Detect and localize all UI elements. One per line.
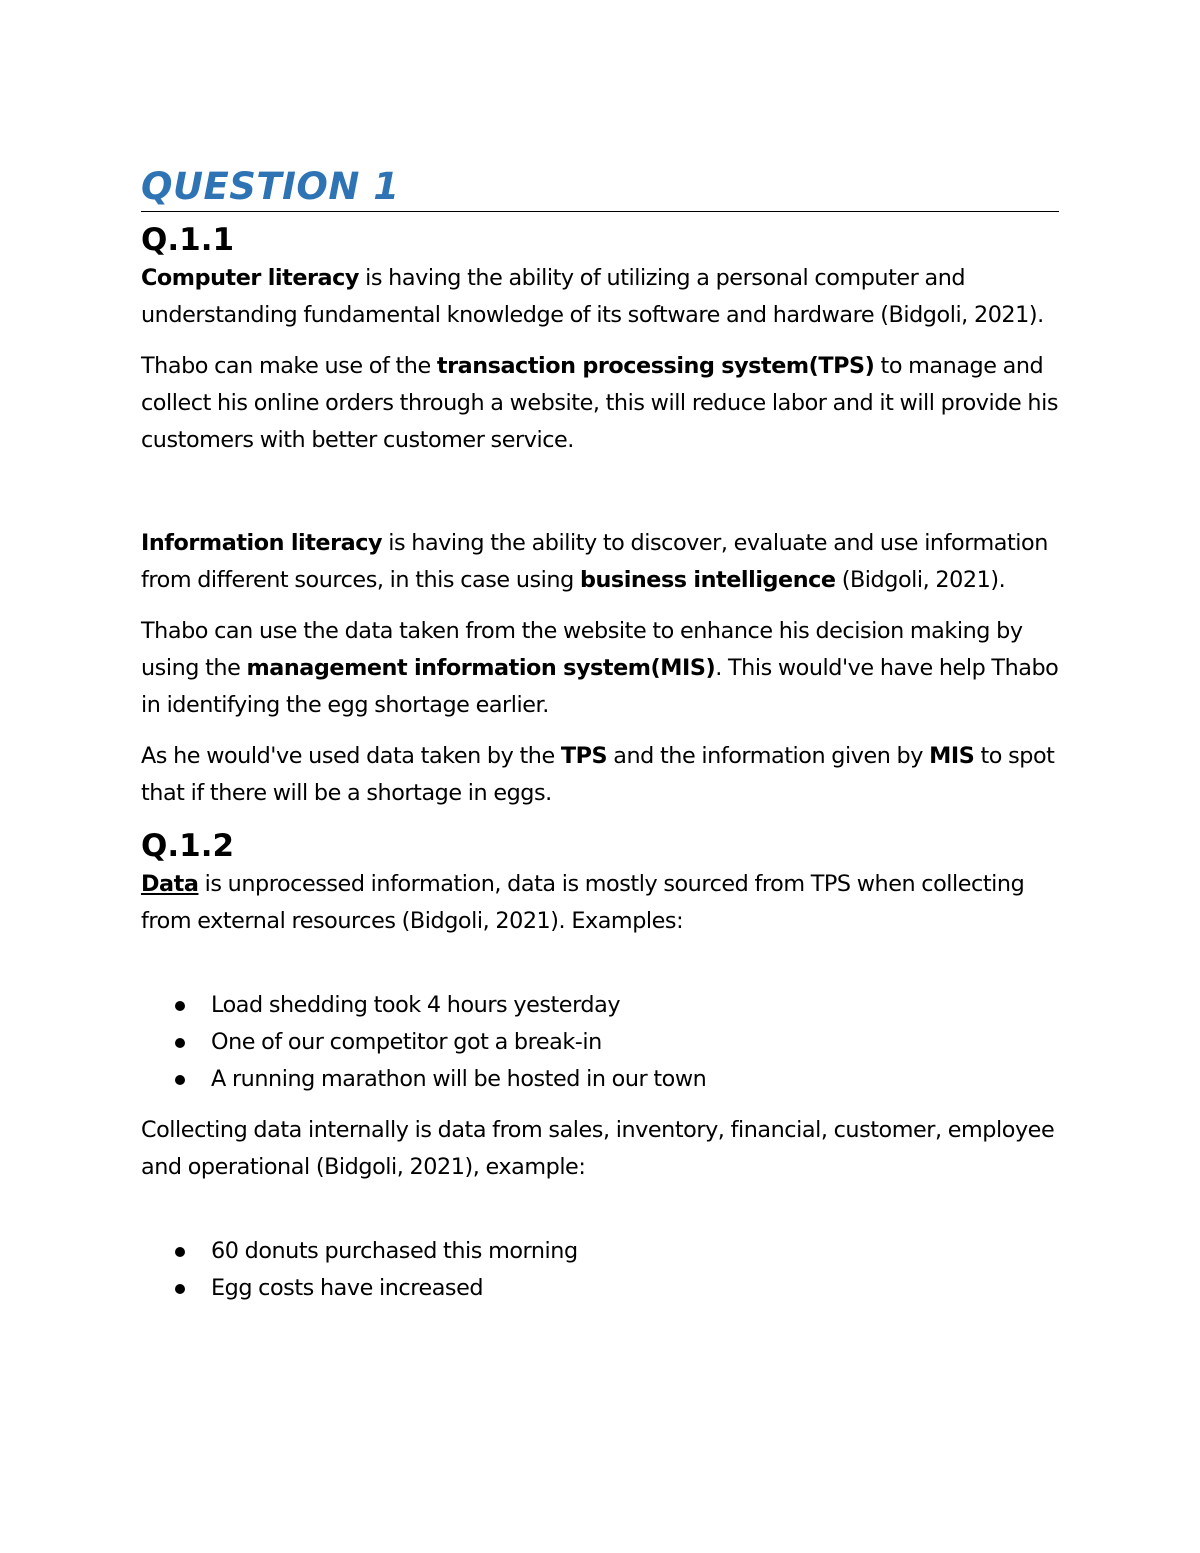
list-item	[141, 1024, 1059, 1061]
term-business-intelligence: business intelligence	[579, 567, 836, 593]
paragraph-mis	[141, 613, 1059, 724]
list-item-text: One of our competitor got a break-in	[211, 1029, 602, 1055]
mis-text-pre: Thabo can use the data taken from the website to enhance his decision making by using the	[141, 618, 1023, 681]
paragraph-tps-mis-summary	[141, 738, 1059, 812]
summary-text-post: to spot that if there will be a shortage in eggs.	[141, 743, 1055, 806]
summary-text-mid: and the information given by	[607, 743, 930, 769]
paragraph-tps	[141, 348, 1059, 459]
summary-text-pre: As he would've used data taken by the	[141, 743, 561, 769]
list-item-text: 60 donuts purchased this morning	[211, 1238, 578, 1264]
bullet-icon	[175, 1001, 185, 1011]
mis-text-post: . This would've have help Thabo in identifying the egg shortage earlier.	[141, 655, 1059, 718]
list-item	[141, 1233, 1059, 1270]
term-tps-short: TPS	[560, 743, 608, 769]
computer-literacy-definition: is having the ability of utilizing a personal computer and understanding fundamental knowledge of its software and hardware (Bidgoli, 2021).	[141, 265, 1044, 328]
paragraph-data-definition	[141, 866, 1059, 940]
term-computer-literacy: Computer literacy	[141, 265, 359, 291]
term-data: Data	[141, 871, 199, 897]
document-page	[141, 165, 1059, 1307]
heading-q12: Q.1.2	[141, 828, 235, 864]
term-mis: management information system(MIS)	[246, 655, 716, 681]
list-item	[141, 1061, 1059, 1098]
bullet-icon	[175, 1075, 185, 1085]
document-title: QUESTION 1	[141, 165, 400, 208]
term-mis-short: MIS	[929, 743, 975, 769]
external-examples-list	[141, 987, 1059, 1098]
list-item-text: Load shedding took 4 hours yesterday	[211, 992, 621, 1018]
heading-q11: Q.1.1	[141, 222, 235, 258]
tps-text-pre: Thabo can make use of the	[141, 353, 437, 379]
term-information-literacy: Information literacy	[141, 530, 383, 556]
list-item	[141, 987, 1059, 1024]
tps-text-post: to manage and collect his online orders through a website, this will reduce labor and it will provide his customers with better customer service.	[141, 353, 1059, 453]
bullet-icon	[175, 1284, 185, 1294]
data-definition-text: is unprocessed information, data is mostly sourced from TPS when collecting from external resources (Bidgoli, 2021). Examples:	[141, 871, 1025, 934]
bullet-icon	[175, 1038, 185, 1048]
bullet-icon	[175, 1247, 185, 1257]
term-tps: transaction processing system(TPS)	[436, 353, 875, 379]
paragraph-internal-data: Collecting data internally is data from sales, inventory, financial, customer, employee and operational (Bidgoli, 2021), example:	[141, 1117, 1055, 1180]
information-literacy-citation: (Bidgoli, 2021).	[835, 567, 1006, 593]
list-item-text: Egg costs have increased	[211, 1275, 484, 1301]
spacer	[141, 1186, 1059, 1233]
information-literacy-text: is having the ability to discover, evaluate and use information from different sources, in this case using	[141, 530, 1048, 593]
list-item	[141, 1270, 1059, 1307]
title-underline-rule	[141, 211, 1059, 212]
paragraph-computer-literacy	[141, 260, 1059, 334]
paragraph-information-literacy	[141, 525, 1059, 599]
internal-examples-list	[141, 1233, 1059, 1307]
spacer	[141, 940, 1059, 987]
list-item-text: A running marathon will be hosted in our town	[211, 1066, 707, 1092]
